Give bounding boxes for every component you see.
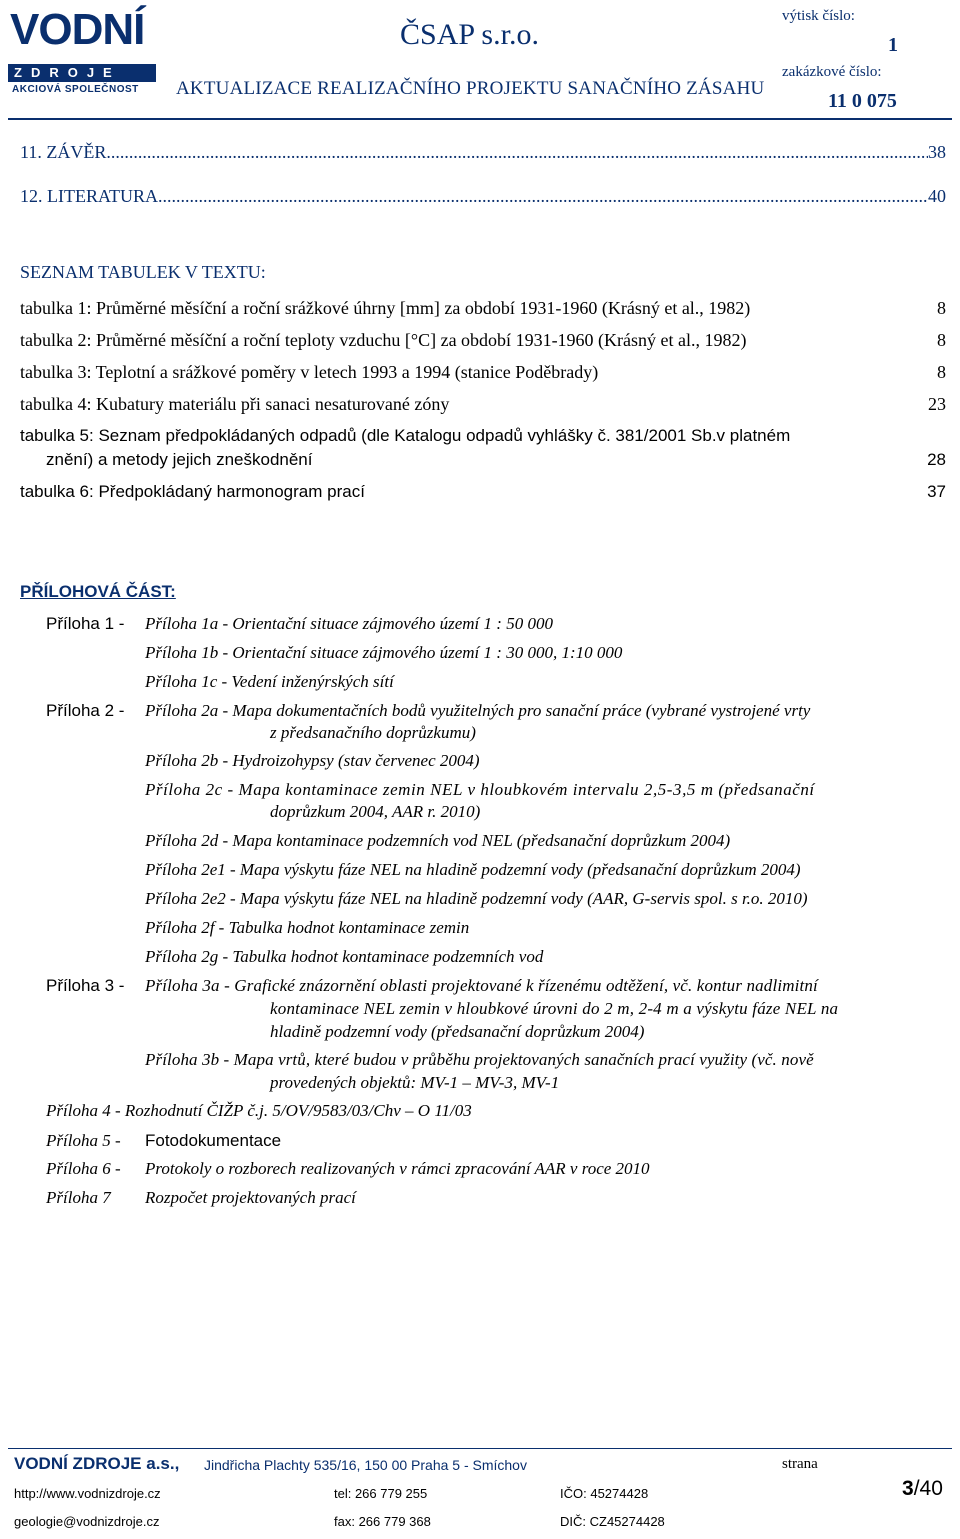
table-entry[interactable] [20, 330, 946, 351]
attachment-item-continuation: doprůzkum 2004, AAR r. 2010) [270, 802, 481, 821]
attachment-item[interactable]: Příloha 4 - Rozhodnutí ČIŽP č.j. 5/OV/9583/03/Chv – O 11/03 [46, 1101, 472, 1120]
header-divider [8, 118, 952, 120]
page-label: strana [782, 1456, 818, 1472]
table-entry-text: tabulka 5: Seznam předpokládaných odpadů (dle Katalogu odpadů vyhlášky č. 381/2001 Sb.v platném [20, 426, 791, 445]
attachments-title: PŘÍLOHOVÁ ČÁST: [20, 582, 176, 601]
table-entry-page: 28 [927, 450, 946, 469]
attachment-item-continuation: hladině podzemní vody (předsanační doprůzkum 2004) [270, 1022, 645, 1041]
table-entry-page: 8 [937, 362, 946, 382]
attachment-group-label: Příloha 5 - [46, 1131, 121, 1150]
page-current: 3 [902, 1477, 914, 1500]
table-entry-text: tabulka 6: Předpokládaný harmonogram prací [20, 482, 365, 501]
attachment-group-label: Příloha 6 - [46, 1159, 121, 1178]
toc-label: 12. LITERATURA [20, 186, 158, 206]
toc-item[interactable] [20, 186, 946, 207]
footer-divider [8, 1448, 952, 1449]
toc-page: 40 [928, 186, 946, 206]
table-entry-continuation [46, 450, 946, 470]
table-entry[interactable] [20, 394, 946, 415]
attachment-item[interactable]: Příloha 2a - Mapa dokumentačních bodů využitelných pro sanační práce (vybrané vystrojené vrty [145, 701, 811, 720]
attachment-group-label: Příloha 1 - [46, 614, 125, 633]
attachment-item[interactable]: Příloha 2e2 - Mapa výskytu fáze NEL na hladině podzemní vody (AAR, G-servis spol. s r.o. 2010) [145, 889, 808, 908]
tables-section-title: SEZNAM TABULEK V TEXTU: [20, 262, 266, 282]
attachment-item[interactable]: Příloha 1a - Orientační situace zájmového území 1 : 50 000 [145, 614, 553, 633]
table-entry-page: 37 [927, 482, 946, 501]
attachment-item-continuation: provedených objektů: MV-1 – MV-3, MV-1 [270, 1073, 560, 1092]
attachment-item[interactable]: Příloha 3b - Mapa vrtů, které budou v průběhu projektovaných sanačních prací využity (vč. nově [145, 1050, 814, 1069]
logo-zdroje: ZDROJE [14, 65, 121, 80]
logo-subtitle: AKCIOVÁ SPOLEČNOST [12, 84, 139, 95]
table-entry[interactable] [20, 362, 946, 383]
header-company: ČSAP s.r.o. [400, 18, 539, 51]
order-number: 11 0 075 [828, 90, 897, 112]
toc-item[interactable] [20, 142, 946, 163]
footer-company: VODNÍ ZDROJE a.s., [14, 1454, 180, 1473]
attachment-item[interactable]: Příloha 3a - Grafické znázornění oblasti projektované k řízenému odtěžení, vč. kontur nadlimitní [145, 976, 818, 995]
toc-label: 11. ZÁVĚR [20, 142, 107, 162]
attachment-item[interactable]: Příloha 1c - Vedení inženýrských sítí [145, 672, 394, 691]
table-entry-page: 23 [928, 394, 946, 414]
toc-leader [158, 186, 928, 207]
attachment-item[interactable]: Příloha 2g - Tabulka hodnot kontaminace podzemních vod [145, 947, 544, 966]
footer-fax: fax: 266 779 368 [334, 1514, 431, 1529]
table-entry-text: tabulka 4: Kubatury materiálu při sanaci nesaturované zóny [20, 394, 450, 414]
table-entry-text: znění) a metody jejich zneškodnění [46, 450, 313, 469]
attachment-item[interactable]: Protokoly o rozborech realizovaných v rámci zpracování AAR v roce 2010 [145, 1159, 650, 1178]
footer-web-link[interactable]: http://www.vodnizdroje.cz [14, 1486, 161, 1501]
order-label: zakázkové číslo: [782, 64, 882, 80]
attachment-item[interactable]: Fotodokumentace [145, 1131, 282, 1150]
print-label: výtisk číslo: [782, 8, 855, 24]
header-project: AKTUALIZACE REALIZAČNÍHO PROJEKTU SANAČNÍHO ZÁSAHU [176, 78, 765, 99]
attachment-item[interactable]: Příloha 2b - Hydroizohypsy (stav červenec 2004) [145, 751, 480, 770]
table-entry-text: tabulka 3: Teplotní a srážkové poměry v letech 1993 a 1994 (stanice Poděbrady) [20, 362, 599, 382]
toc-page: 38 [928, 142, 946, 162]
footer-tel: tel: 266 779 255 [334, 1486, 428, 1501]
attachment-group-label: Příloha 7 [46, 1188, 111, 1207]
toc-leader [106, 142, 928, 163]
attachment-group-label: Příloha 3 - [46, 976, 125, 995]
attachment-item[interactable]: Příloha 2d - Mapa kontaminace podzemních vod NEL (předsanační doprůzkum 2004) [145, 831, 731, 850]
page-total: /40 [913, 1477, 943, 1500]
table-entry[interactable] [20, 426, 946, 446]
attachment-item-continuation: kontaminace NEL zemin v hloubkové úrovni do 2 m, 2-4 m a výskytu fáze NEL na [270, 999, 839, 1018]
table-entry-text: tabulka 1: Průměrné měsíční a roční srážkové úhrny [mm] za období 1931-1960 (Krásný et al., 1982) [20, 298, 751, 318]
table-entry-text: tabulka 2: Průměrné měsíční a roční teploty vzduchu [°C] za období 1931-1960 (Krásný et al., 1982) [20, 330, 747, 350]
page-number [902, 1477, 943, 1501]
table-entry-page: 8 [937, 298, 946, 318]
table-entry-page: 8 [937, 330, 946, 350]
attachment-item[interactable]: Rozpočet projektovaných prací [145, 1188, 356, 1207]
logo-text: VODNÍ [10, 5, 145, 54]
table-entry[interactable] [20, 482, 946, 502]
attachment-item[interactable]: Příloha 1b - Orientační situace zájmového území 1 : 30 000, 1:10 000 [145, 643, 623, 662]
attachment-item[interactable]: Příloha 2c - Mapa kontaminace zemin NEL v hloubkovém intervalu 2,5-3,5 m (předsanační [145, 780, 815, 799]
logo-band [8, 64, 156, 82]
table-entry[interactable] [20, 298, 946, 319]
attachment-item[interactable]: Příloha 2e1 - Mapa výskytu fáze NEL na hladině podzemní vody (předsanační doprůzkum 2004) [145, 860, 801, 879]
attachment-item-continuation: z předsanačního doprůzkumu) [270, 723, 476, 742]
attachment-item[interactable]: Příloha 2f - Tabulka hodnot kontaminace zemin [145, 918, 470, 937]
attachment-group-label: Příloha 2 - [46, 701, 125, 720]
footer-address: Jindřicha Plachty 535/16, 150 00 Praha 5 - Smíchov [204, 1457, 527, 1473]
footer-dic: DIČ: CZ45274428 [560, 1514, 665, 1529]
footer-ico: IČO: 45274428 [560, 1486, 649, 1501]
print-number: 1 [888, 34, 898, 56]
footer-email-link[interactable]: geologie@vodnizdroje.cz [14, 1514, 160, 1529]
